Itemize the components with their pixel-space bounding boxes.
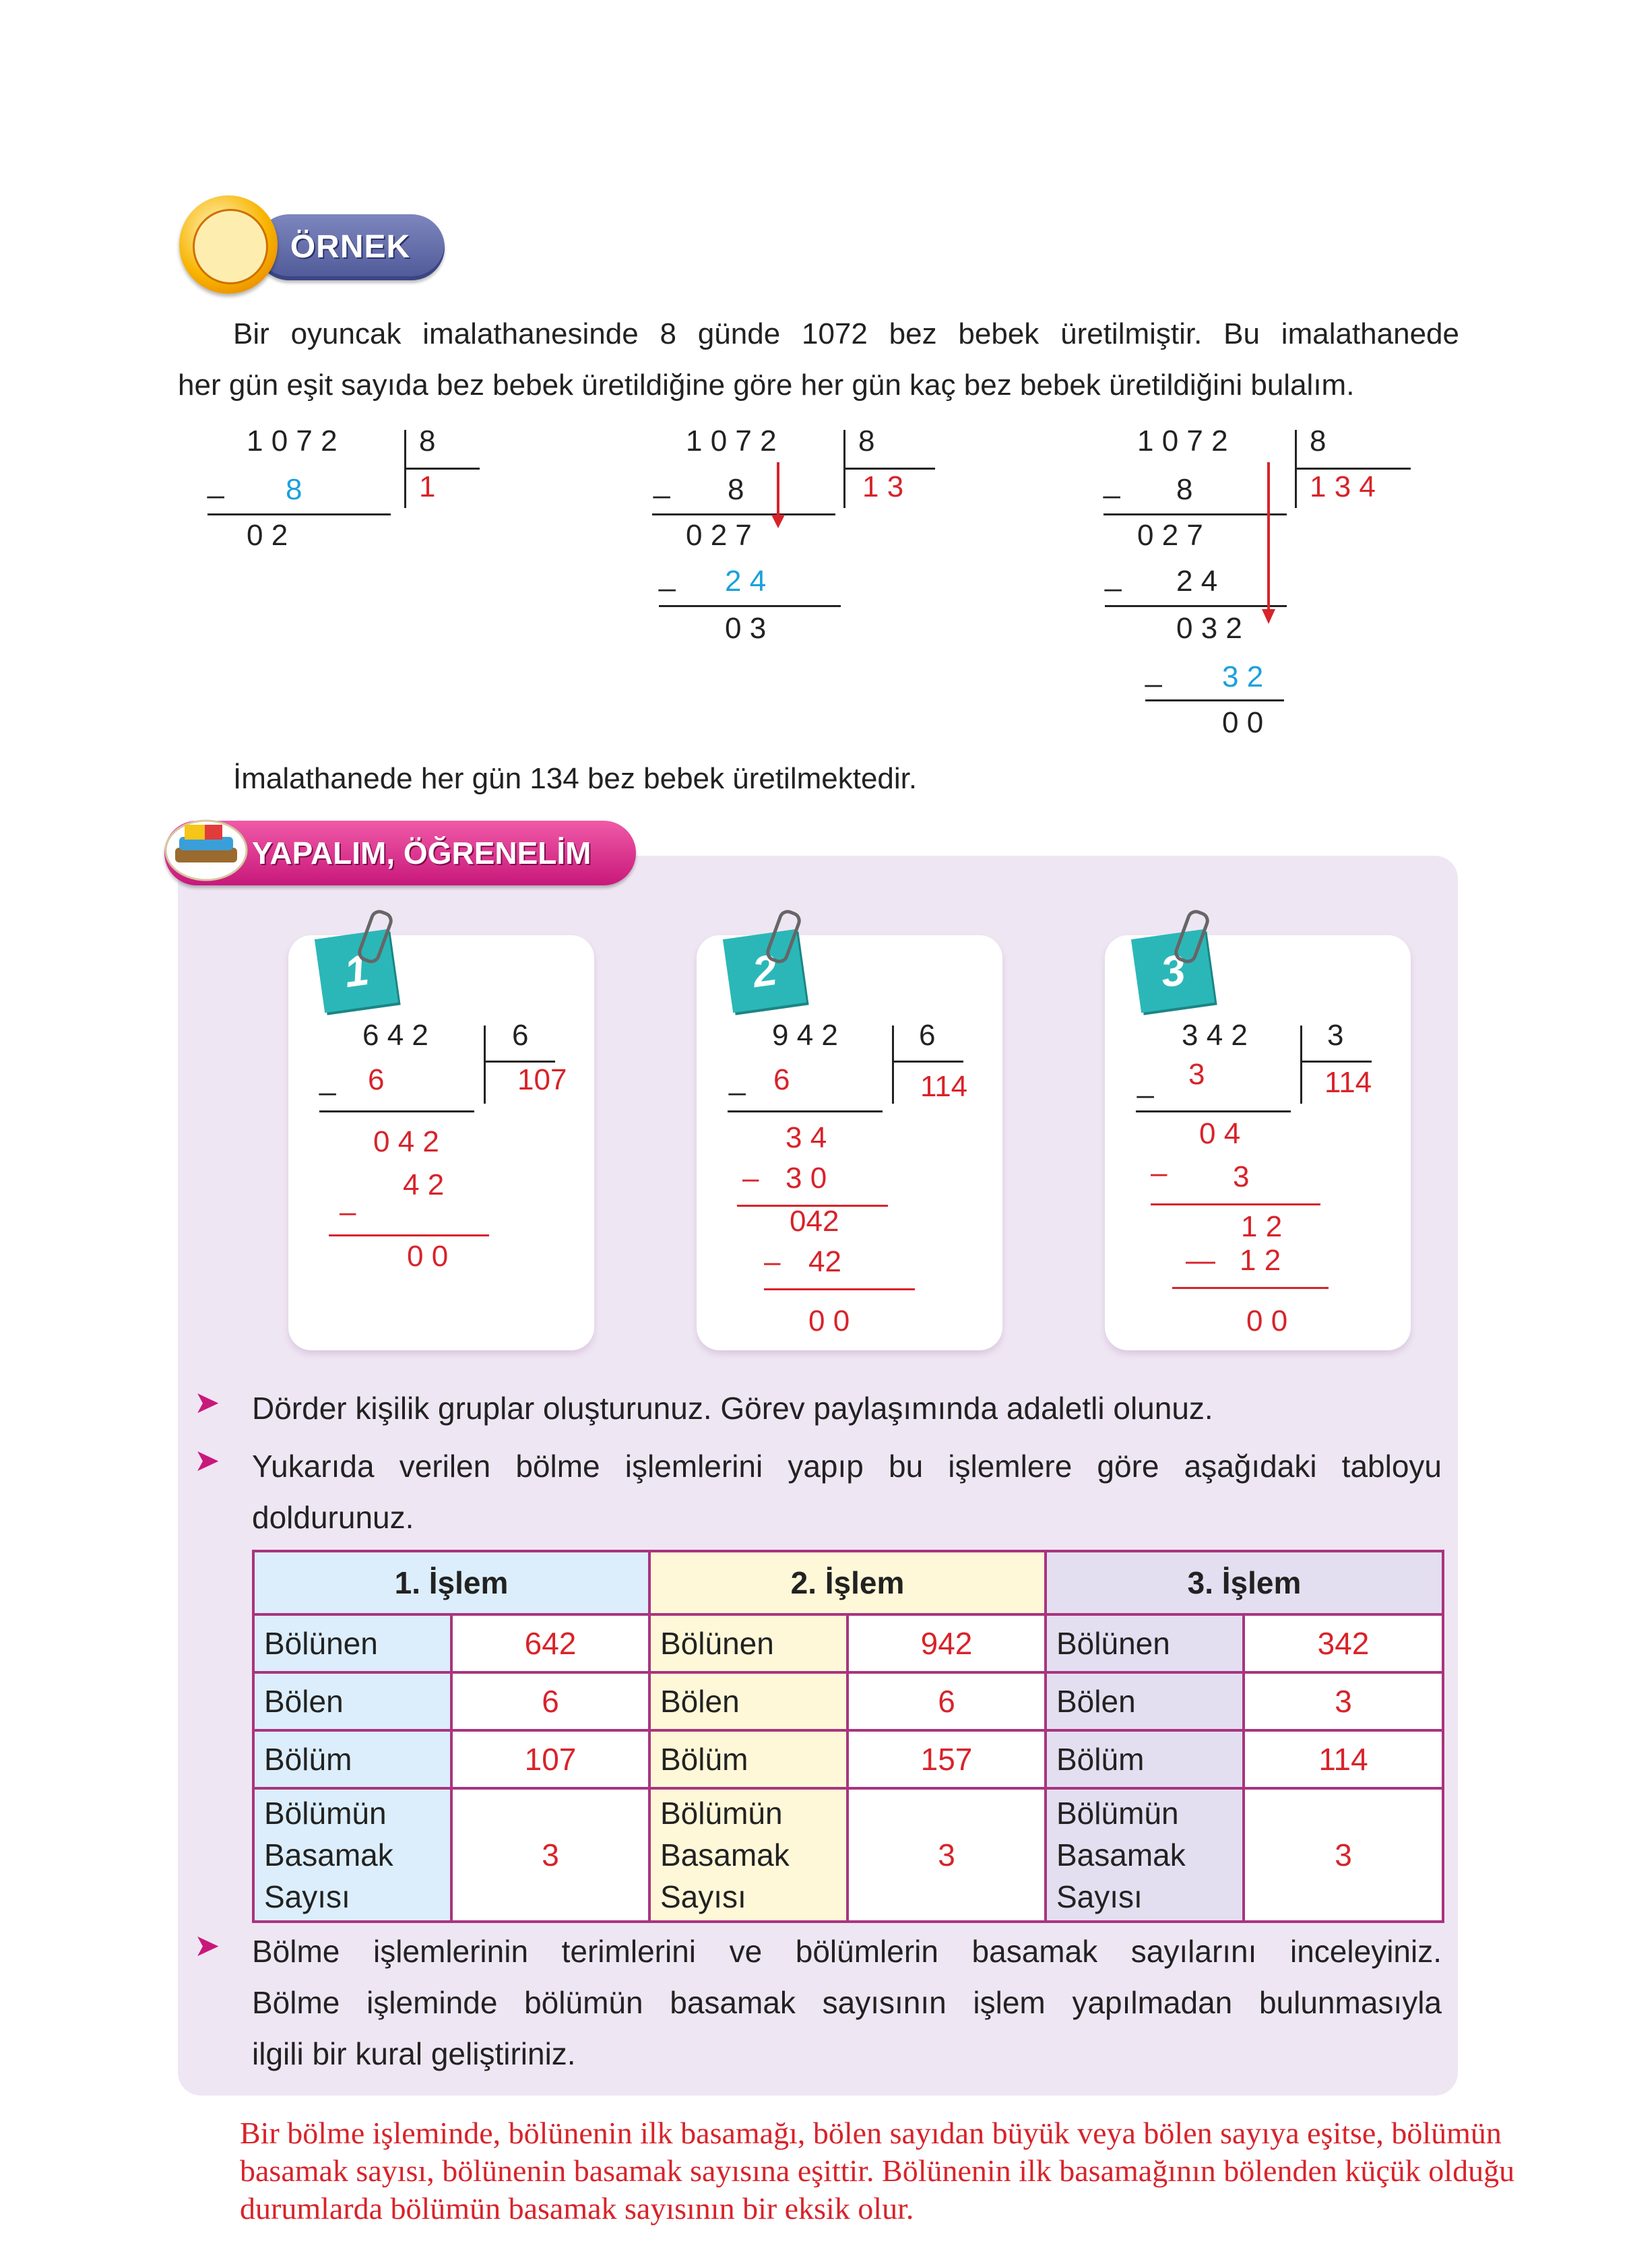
instruction-2: Yukarıda verilen bölme işlemlerini yapıp bu işlemlere göre aşağıdaki tabloyu [252,1449,1442,1484]
remainder: 0 2 [247,519,288,552]
subtrahend-2: 3 [1233,1160,1250,1193]
problem-line-2: her gün eşit sayıda bez bebek üretildiğine göre her gün kaç bez bebek üretildiğini bulalım. [178,369,1355,402]
table-header-1: 1. İşlem [253,1551,649,1614]
card-number-tag-2: 2 [723,929,806,1013]
minus-sign: _ [319,1063,336,1096]
bullet-arrow-icon: ➤ [194,1443,220,1478]
quotient: 1 3 4 [1310,470,1376,503]
dividend: 9 4 2 [772,1019,838,1052]
minus-sign: _ [1137,1066,1154,1099]
table-row [253,1614,1443,1672]
row-label: Bölünen [253,1614,451,1672]
instruction-1: Dörder kişilik gruplar oluşturunuz. Görev paylaşımında adaletli olunuz. [252,1391,1213,1426]
table-row [253,1788,1443,1922]
example-header [256,214,445,280]
results-table [252,1550,1444,1923]
dividend: 1 0 7 2 [247,424,338,458]
quotient: 1 [419,470,436,503]
answer-cell[interactable]: 157 [848,1730,1046,1788]
row-label: Bölünen [1046,1614,1244,1672]
subtrahend-3: 1 2 [1240,1244,1281,1277]
remainder-2: 1 2 [1241,1210,1283,1243]
row-label-digits: Bölümün Basamak Sayısı [253,1788,451,1922]
activity-header-label: YAPALIM, ÖĞRENELİM [252,836,591,871]
table-header-2: 2. İşlem [649,1551,1046,1614]
remainder-3: 0 0 [808,1304,850,1337]
answer-cell[interactable]: 107 [451,1730,649,1788]
divisor: 3 [1327,1019,1344,1052]
remainder-2: 042 [790,1205,839,1238]
books-icon [162,800,251,889]
example-conclusion: İmalathanede her gün 134 bez bebek üretilmektedir. [233,762,918,795]
quotient: 1 3 [862,470,904,503]
remainder-2: 0 0 [407,1240,449,1273]
subtrahend-2: 4 2 [403,1168,445,1201]
bring-down-arrow-icon [1258,462,1279,627]
quotient: 107 [517,1063,567,1096]
row-label: Bölüm [649,1730,848,1788]
table-header-3: 3. İşlem [1046,1551,1443,1614]
subtrahend-1: 6 [368,1063,385,1096]
subtrahend-2: 3 0 [786,1162,827,1195]
answer-cell[interactable]: 3 [1244,1672,1443,1730]
handwritten-answer[interactable]: Bir bölme işleminde, bölünenin ilk basamağı, bölen sayıdan büyük veya bölen sayıya eşitse, bölümün basamak sayısı, bölünenin basamak sayısına eşittir. Bölünenin ilk basamağının bölenden küçük olduğu durumlarda bölümün basamak sayısının bir eksik olur. [240,2116,1515,2226]
divisor: 8 [419,424,436,458]
card-number-tag-3: 3 [1131,929,1215,1013]
dividend: 3 4 2 [1182,1019,1248,1052]
bullet-arrow-icon: ➤ [194,1928,220,1963]
answer-cell[interactable]: 6 [848,1672,1046,1730]
subtrahend-1: 8 [728,473,744,506]
remainder-2: 0 3 2 [1176,612,1242,645]
minus-sign: _ [1104,466,1120,499]
subtrahend-3: 3 2 [1222,660,1264,693]
minus-sign: _ [659,559,676,592]
subtrahend-1: 3 [1188,1058,1205,1091]
remainder-3: 0 0 [1222,706,1264,739]
remainder-2: 0 3 [725,612,767,645]
instruction-2-cont: doldurunuz. [252,1500,414,1535]
answer-cell[interactable]: 642 [451,1614,649,1672]
instruction-3: Bölme işlemlerinin terimlerini ve bölümlerin basamak sayılarını inceleyiniz. [252,1934,1442,1969]
subtrahend: 8 [286,473,302,506]
answer-cell[interactable]: 114 [1244,1730,1443,1788]
remainder-1: 0 2 7 [1137,519,1203,552]
remainder-1: 3 4 [786,1121,827,1154]
dividend: 1 0 7 2 [686,424,777,458]
subtrahend-1: 6 [773,1063,790,1096]
row-label: Bölen [1046,1672,1244,1730]
subtrahend-2: 2 4 [725,565,767,598]
minus-sign: _ [653,466,670,499]
remainder-1: 0 4 [1199,1117,1241,1150]
bring-down-arrow-icon [768,462,788,530]
quotient: 114 [1324,1066,1372,1099]
minus-sign: — [1186,1244,1215,1277]
answer-cell[interactable]: 342 [1244,1614,1443,1672]
answer-cell[interactable]: 3 [1244,1788,1443,1922]
dividend: 6 4 2 [362,1019,428,1052]
row-label: Bölüm [253,1730,451,1788]
problem-line-1: Bir oyuncak imalathanesinde 8 günde 1072 bez bebek üretilmiştir. Bu imalathanede [233,317,1459,350]
minus-sign: _ [1145,655,1162,688]
minus-sign: _ [729,1063,746,1096]
instruction-3-end: ilgili bir kural geliştiriniz. [252,2036,576,2071]
row-label: Bölünen [649,1614,848,1672]
table-row [253,1730,1443,1788]
subtrahend-1: 8 [1176,473,1193,506]
clipboard-icon [179,195,278,294]
card-number-tag-1: 1 [315,929,398,1013]
minus-sign: – [1151,1156,1168,1189]
divisor: 8 [1310,424,1326,458]
row-label: Bölen [649,1672,848,1730]
minus-sign: – [742,1162,759,1195]
table-row [253,1672,1443,1730]
subtrahend-2: 2 4 [1176,565,1218,598]
answer-cell[interactable]: 942 [848,1614,1046,1672]
answer-cell[interactable]: 6 [451,1672,649,1730]
remainder-1: 0 2 7 [686,519,752,552]
dividend: 1 0 7 2 [1137,424,1228,458]
quotient: 114 [920,1070,968,1103]
row-label-digits: Bölümün Basamak Sayısı [1046,1788,1244,1922]
minus-sign: – [340,1195,356,1228]
remainder-3: 0 0 [1246,1304,1288,1337]
minus-sign: _ [1105,559,1122,592]
row-label: Bölüm [1046,1730,1244,1788]
example-header-label: ÖRNEK [290,229,411,265]
divisor: 8 [858,424,875,458]
minus-sign: _ [207,466,224,499]
row-label: Bölen [253,1672,451,1730]
bullet-arrow-icon: ➤ [194,1385,220,1420]
answer-cell[interactable]: 3 [451,1788,649,1922]
remainder-1: 0 4 2 [373,1125,439,1158]
subtrahend-3: 42 [808,1245,841,1278]
divisor: 6 [512,1019,529,1052]
minus-sign: – [764,1245,781,1278]
instruction-3-cont: Bölme işleminde bölümün basamak sayısının işlem yapılmadan bulunmasıyla [252,1985,1442,2020]
row-label-digits: Bölümün Basamak Sayısı [649,1788,848,1922]
divisor: 6 [919,1019,936,1052]
answer-cell[interactable]: 3 [848,1788,1046,1922]
